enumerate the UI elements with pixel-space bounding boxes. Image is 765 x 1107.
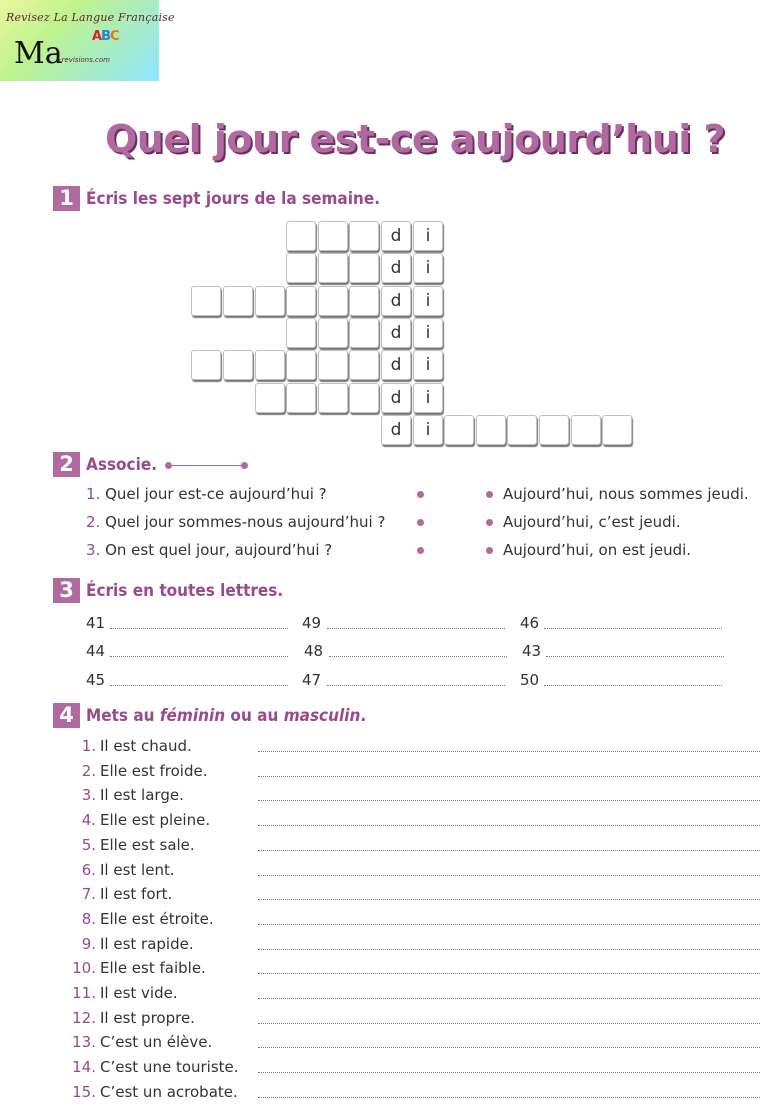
section-4-number: 4: [53, 703, 80, 728]
letter-cell[interactable]: [223, 286, 253, 316]
item-text: Il est vide.: [100, 984, 178, 1002]
letter-cell[interactable]: [349, 221, 379, 251]
exercise-item: [70, 811, 210, 829]
answer-2: Aujourd’hui, c’est jeudi.: [503, 513, 681, 531]
answer-line[interactable]: [258, 1097, 760, 1098]
item-text: Il est lent.: [100, 861, 175, 879]
letter-cell[interactable]: [255, 350, 285, 380]
exercise-item: [70, 1083, 238, 1101]
item-number: 15.: [72, 1083, 96, 1101]
number-43: 43: [522, 642, 542, 660]
given-letter-cell: i: [413, 286, 443, 316]
answer-line[interactable]: [544, 685, 722, 686]
item-text: Il est rapide.: [100, 935, 194, 953]
letter-cell[interactable]: [571, 415, 601, 445]
answer-line[interactable]: [258, 751, 760, 752]
item-text: Il est propre.: [100, 1009, 195, 1027]
question-1-dot[interactable]: [417, 491, 424, 498]
number-45: 45: [86, 671, 106, 689]
item-text: Il est chaud.: [100, 737, 192, 755]
answer-line[interactable]: [327, 685, 505, 686]
letter-cell[interactable]: [286, 383, 316, 413]
exercise-item: [70, 910, 214, 928]
item-number: 7.: [81, 885, 96, 903]
letter-cell[interactable]: [286, 221, 316, 251]
item-text: C’est un acrobate.: [100, 1083, 238, 1101]
exercise-item: [70, 1009, 195, 1027]
given-letter-cell: i: [413, 350, 443, 380]
exercise-item: [70, 1033, 212, 1051]
answer-1: Aujourd’hui, nous sommes jeudi.: [503, 485, 749, 503]
given-letter-cell: i: [413, 383, 443, 413]
given-letter-cell: d: [381, 415, 411, 445]
letter-cell[interactable]: [286, 253, 316, 283]
answer-3: Aujourd’hui, on est jeudi.: [503, 541, 692, 559]
number-46: 46: [520, 614, 540, 632]
logo-small-text: -revisions.com: [59, 56, 110, 64]
exercise-item: [70, 959, 206, 977]
item-text: Elle est faible.: [100, 959, 206, 977]
number-50: 50: [520, 671, 540, 689]
item-number: 9.: [81, 935, 96, 953]
question-2-dot[interactable]: [417, 519, 424, 526]
letter-cell[interactable]: [255, 286, 285, 316]
answer-line[interactable]: [258, 1023, 760, 1024]
letter-cell[interactable]: [349, 318, 379, 348]
letter-cell[interactable]: [318, 318, 348, 348]
exercise-item: [70, 836, 195, 854]
exercise-item: [70, 1058, 239, 1076]
number-41: 41: [86, 614, 106, 632]
letter-cell[interactable]: [349, 350, 379, 380]
given-letter-cell: i: [413, 253, 443, 283]
answer-line[interactable]: [258, 850, 760, 851]
item-text: Il est fort.: [100, 885, 173, 903]
answer-line[interactable]: [110, 685, 288, 686]
section-3-number: 3: [53, 578, 80, 603]
section-4-heading: Mets au féminin ou au masculin.: [86, 706, 367, 726]
letter-cell[interactable]: [223, 350, 253, 380]
example-link-line: [171, 465, 245, 466]
given-letter-cell: d: [381, 383, 411, 413]
given-letter-cell: d: [381, 350, 411, 380]
letter-cell[interactable]: [318, 286, 348, 316]
answer-line[interactable]: [258, 998, 760, 999]
number-44: 44: [86, 642, 106, 660]
item-number: 13.: [72, 1033, 96, 1051]
answer-line[interactable]: [258, 1047, 760, 1048]
given-letter-cell: i: [413, 318, 443, 348]
exercise-item: [70, 861, 175, 879]
letter-cell[interactable]: [507, 415, 537, 445]
answer-line[interactable]: [258, 776, 760, 777]
letter-cell[interactable]: [286, 318, 316, 348]
given-letter-cell: d: [381, 318, 411, 348]
item-number: 6.: [81, 861, 96, 879]
answer-line[interactable]: [110, 628, 288, 629]
letter-cell[interactable]: [318, 383, 348, 413]
section-1-heading: Écris les sept jours de la semaine.: [86, 189, 381, 209]
answer-line[interactable]: [258, 800, 760, 801]
exercise-item: [70, 885, 172, 903]
number-49: 49: [302, 614, 322, 632]
page-title: Quel jour est-ce aujourd’hui ?: [105, 117, 726, 161]
answer-line[interactable]: [110, 656, 288, 657]
question-1: 1. Quel jour est-ce aujourd’hui ?: [86, 485, 327, 503]
letter-cell[interactable]: [191, 350, 221, 380]
number-47: 47: [302, 671, 322, 689]
letter-cell[interactable]: [318, 253, 348, 283]
letter-cell[interactable]: [476, 415, 506, 445]
section-2-heading: Associe.: [86, 455, 158, 475]
answer-line[interactable]: [258, 973, 760, 974]
number-48: 48: [304, 642, 324, 660]
item-number: 10.: [72, 959, 96, 977]
item-text: Elle est pleine.: [100, 811, 211, 829]
exercise-item: [70, 786, 184, 804]
item-number: 2.: [81, 762, 96, 780]
given-letter-cell: d: [381, 253, 411, 283]
section-3-heading: Écris en toutes lettres.: [86, 581, 284, 601]
item-number: 4.: [81, 811, 96, 829]
answer-line[interactable]: [258, 949, 760, 950]
question-3-dot[interactable]: [417, 547, 424, 554]
letter-cell[interactable]: [286, 350, 316, 380]
item-number: 11.: [72, 984, 96, 1002]
example-dot-right: [241, 462, 248, 469]
answer-line[interactable]: [329, 656, 507, 657]
letter-cell[interactable]: [602, 415, 632, 445]
exercise-item: [70, 935, 194, 953]
letter-cell[interactable]: [349, 383, 379, 413]
answer-line[interactable]: [258, 875, 760, 876]
item-text: Elle est étroite.: [100, 910, 214, 928]
answer-line[interactable]: [258, 924, 760, 925]
logo-mark: Ma: [14, 36, 63, 71]
answer-line[interactable]: [544, 628, 722, 629]
letter-cell[interactable]: [318, 350, 348, 380]
item-number: 8.: [81, 910, 96, 928]
letter-cell[interactable]: [318, 221, 348, 251]
exercise-item: [70, 984, 178, 1002]
item-number: 5.: [81, 836, 96, 854]
section-2-number: 2: [53, 452, 80, 477]
exercise-item: [70, 762, 207, 780]
letter-cell[interactable]: [255, 383, 285, 413]
exercise-item: [70, 737, 192, 755]
given-letter-cell: i: [413, 415, 443, 445]
letter-cell[interactable]: [349, 253, 379, 283]
question-2: 2. Quel jour sommes-nous aujourd’hui ?: [86, 513, 386, 531]
item-text: C’est une touriste.: [100, 1058, 239, 1076]
answer-line[interactable]: [258, 825, 760, 826]
answer-line[interactable]: [258, 1072, 760, 1073]
given-letter-cell: i: [413, 221, 443, 251]
letter-cell[interactable]: [539, 415, 569, 445]
letter-cell[interactable]: [191, 286, 221, 316]
item-number: 14.: [72, 1058, 96, 1076]
answer-3-dot[interactable]: [486, 547, 493, 554]
item-number: 1.: [81, 737, 96, 755]
section-1-number: 1: [53, 186, 80, 211]
answer-line[interactable]: [327, 628, 505, 629]
answer-2-dot[interactable]: [486, 519, 493, 526]
logo-tagline: Revisez La Langue Française: [6, 11, 175, 24]
given-letter-cell: d: [381, 286, 411, 316]
letter-cell[interactable]: [349, 286, 379, 316]
question-3: 3. On est quel jour, aujourd’hui ?: [86, 541, 333, 559]
item-number: 3.: [81, 786, 96, 804]
answer-1-dot[interactable]: [486, 491, 493, 498]
site-logo: [0, 0, 175, 81]
item-text: Il est large.: [100, 786, 184, 804]
logo-abc: ABC: [92, 29, 119, 44]
answer-line[interactable]: [546, 656, 724, 657]
letter-cell[interactable]: [444, 415, 474, 445]
given-letter-cell: d: [381, 221, 411, 251]
item-text: Elle est froide.: [100, 762, 208, 780]
item-text: C’est un élève.: [100, 1033, 213, 1051]
item-text: Elle est sale.: [100, 836, 195, 854]
answer-line[interactable]: [258, 899, 760, 900]
item-number: 12.: [72, 1009, 96, 1027]
letter-cell[interactable]: [286, 286, 316, 316]
